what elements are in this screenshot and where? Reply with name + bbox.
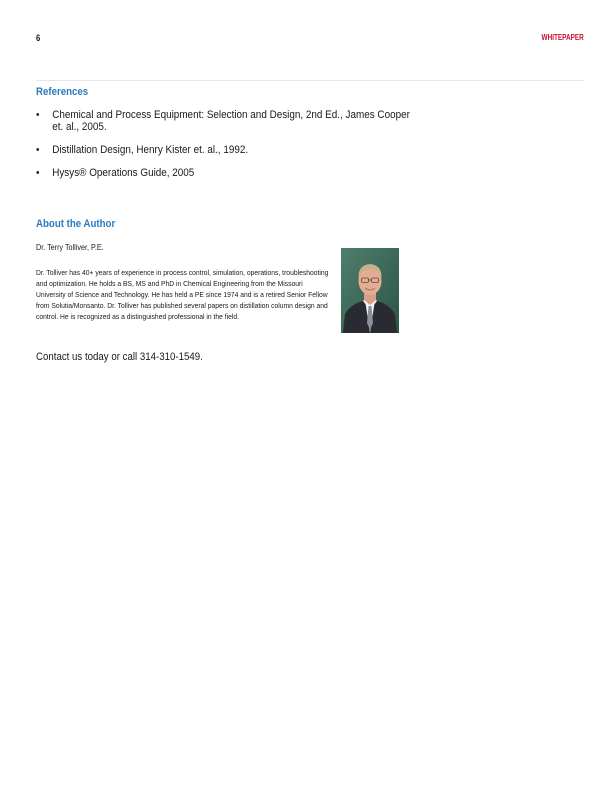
reference-item — [36, 144, 417, 156]
contact-line: Contact us today or call 314-310-1549. — [36, 351, 203, 363]
document-type-label: WHITEPAPER — [541, 33, 584, 42]
reference-item — [36, 109, 417, 133]
reference-text: Hysys® Operations Guide, 2005 — [52, 167, 195, 179]
bullet-icon: • — [36, 109, 40, 121]
about-author-heading: About the Author — [36, 218, 116, 230]
references-list — [36, 109, 436, 190]
references-heading: References — [36, 86, 89, 98]
reference-text: Chemical and Process Equipment: Selection and Design, 2nd Ed., James Cooper et. al., 2005. — [52, 109, 410, 133]
reference-item — [36, 167, 417, 179]
bullet-icon: • — [36, 167, 40, 179]
bullet-icon: • — [36, 144, 40, 156]
author-portrait-photo — [341, 248, 399, 333]
author-name: Dr. Terry Tolliver, P.E. — [36, 243, 104, 252]
page-number: 6 — [36, 33, 41, 43]
portrait-image — [341, 248, 399, 333]
author-bio: Dr. Tolliver has 40+ years of experience in process control, simulation, operations, troubleshooting and optimization. He holds a BS, MS and PhD in Chemical Engineering from the Missouri University of Science and Technology. He has held a PE since 1974 and is a retired Senior Fellow from Solutia/Monsanto. Dr. Tolliver has published several papers on distillation column design and control. He is recognized as a distinguished professional in the field. — [36, 268, 329, 321]
reference-text: Distillation Design, Henry Kister et. al., 1992. — [52, 144, 249, 156]
header-divider — [36, 80, 584, 81]
